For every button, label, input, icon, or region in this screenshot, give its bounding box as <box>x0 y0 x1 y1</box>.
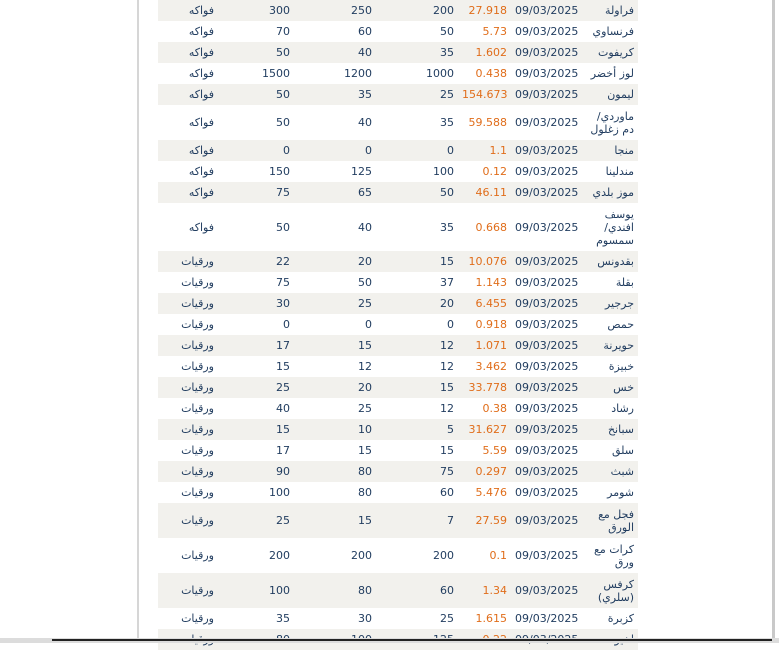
cell-name: شبث <box>583 461 638 482</box>
cell-cat: ورقيات <box>158 377 218 398</box>
cell-min: 50 <box>376 182 458 203</box>
cell-name: كزبرة <box>583 608 638 629</box>
cell-avg: 15 <box>294 440 376 461</box>
cell-min: 200 <box>376 538 458 573</box>
cell-price: 5.59 <box>458 440 511 461</box>
cell-avg: 250 <box>294 0 376 21</box>
cell-name: بقلة <box>583 272 638 293</box>
cell-date: 09/03/2025 <box>511 203 583 251</box>
cell-avg: 40 <box>294 203 376 251</box>
cell-max: 0 <box>218 314 294 335</box>
table-row <box>158 21 638 42</box>
cell-name: حويرنة <box>583 335 638 356</box>
cell-price: 154.673 <box>458 84 511 105</box>
cell-date: 09/03/2025 <box>511 140 583 161</box>
cell-avg: 30 <box>294 608 376 629</box>
cell-price: 10.076 <box>458 251 511 272</box>
cell-cat: فواكه <box>158 140 218 161</box>
cell-date: 09/03/2025 <box>511 440 583 461</box>
cell-max: 75 <box>218 182 294 203</box>
cell-date: 09/03/2025 <box>511 608 583 629</box>
cell-avg: 200 <box>294 538 376 573</box>
cell-avg: 12 <box>294 356 376 377</box>
cell-name: فرنساوي <box>583 21 638 42</box>
cell-name: منجا <box>583 140 638 161</box>
cell-name: شومر <box>583 482 638 503</box>
cell-cat: ورقيات <box>158 482 218 503</box>
cell-avg: 20 <box>294 251 376 272</box>
cell-min: 100 <box>376 161 458 182</box>
cell-date: 09/03/2025 <box>511 356 583 377</box>
content-frame-left-border <box>137 0 139 643</box>
cell-max: 50 <box>218 203 294 251</box>
cell-name: مندلينا <box>583 161 638 182</box>
cell-min: 37 <box>376 272 458 293</box>
cell-max: 30 <box>218 293 294 314</box>
cell-avg: 80 <box>294 482 376 503</box>
cell-avg: 65 <box>294 182 376 203</box>
cell-date: 09/03/2025 <box>511 272 583 293</box>
bottom-scrollbar-thumb[interactable] <box>52 639 772 641</box>
table-row <box>158 63 638 84</box>
table-row <box>158 608 638 629</box>
cell-date: 09/03/2025 <box>511 314 583 335</box>
cell-price: 5.476 <box>458 482 511 503</box>
cell-cat: فواكه <box>158 42 218 63</box>
cell-price: 1.143 <box>458 272 511 293</box>
cell-max: 35 <box>218 608 294 629</box>
cell-name: كريفوت <box>583 42 638 63</box>
cell-avg: 50 <box>294 272 376 293</box>
cell-min: 60 <box>376 573 458 608</box>
cell-min: 50 <box>376 21 458 42</box>
cell-max: 15 <box>218 356 294 377</box>
cell-cat: ورقيات <box>158 398 218 419</box>
cell-date: 09/03/2025 <box>511 335 583 356</box>
cell-cat: ورقيات <box>158 335 218 356</box>
cell-avg: 1200 <box>294 63 376 84</box>
cell-cat: فواكه <box>158 203 218 251</box>
price-table-container[interactable] <box>158 0 634 643</box>
cell-price: 1.615 <box>458 608 511 629</box>
cell-name: بقدونس <box>583 251 638 272</box>
cell-min: 20 <box>376 293 458 314</box>
cell-price: 1.34 <box>458 573 511 608</box>
cell-min: 35 <box>376 42 458 63</box>
cell-max: 22 <box>218 251 294 272</box>
cell-name: خس <box>583 377 638 398</box>
cell-name: سلق <box>583 440 638 461</box>
table-row <box>158 105 638 140</box>
cell-cat: ورقيات <box>158 538 218 573</box>
cell-name: حمص <box>583 314 638 335</box>
cell-min: 200 <box>376 0 458 21</box>
cell-cat: ورقيات <box>158 573 218 608</box>
cell-avg: 60 <box>294 21 376 42</box>
table-row <box>158 251 638 272</box>
table-row <box>158 140 638 161</box>
cell-min: 15 <box>376 251 458 272</box>
cell-date: 09/03/2025 <box>511 538 583 573</box>
cell-min: 0 <box>376 140 458 161</box>
table-row <box>158 461 638 482</box>
cell-date: 09/03/2025 <box>511 503 583 538</box>
cell-max: 90 <box>218 461 294 482</box>
cell-cat: ورقيات <box>158 293 218 314</box>
cell-cat: ورقيات <box>158 461 218 482</box>
cell-price: 31.627 <box>458 419 511 440</box>
cell-max: 17 <box>218 335 294 356</box>
cell-max: 70 <box>218 21 294 42</box>
cell-date: 09/03/2025 <box>511 251 583 272</box>
cell-price: 1.1 <box>458 140 511 161</box>
cell-max: 17 <box>218 440 294 461</box>
cell-cat: فواكه <box>158 182 218 203</box>
cell-date: 09/03/2025 <box>511 42 583 63</box>
cell-max: 50 <box>218 84 294 105</box>
window-scroll-edge[interactable] <box>772 0 775 643</box>
cell-cat: فواكه <box>158 84 218 105</box>
cell-max: 200 <box>218 538 294 573</box>
cell-name: ماوردي/دم زغلول <box>583 105 638 140</box>
cell-max: 150 <box>218 161 294 182</box>
cell-price: 0.668 <box>458 203 511 251</box>
table-row <box>158 482 638 503</box>
cell-price: 1.602 <box>458 42 511 63</box>
cell-avg: 125 <box>294 161 376 182</box>
cell-price: 0.12 <box>458 161 511 182</box>
cell-avg: 0 <box>294 140 376 161</box>
cell-date: 09/03/2025 <box>511 377 583 398</box>
cell-min: 7 <box>376 503 458 538</box>
table-row <box>158 84 638 105</box>
cell-cat: فواكه <box>158 161 218 182</box>
price-table <box>158 0 638 650</box>
cell-min: 5 <box>376 419 458 440</box>
cell-max: 0 <box>218 140 294 161</box>
table-row <box>158 335 638 356</box>
cell-cat: ورقيات <box>158 272 218 293</box>
cell-date: 09/03/2025 <box>511 398 583 419</box>
cell-date: 09/03/2025 <box>511 293 583 314</box>
cell-name: فراولة <box>583 0 638 21</box>
cell-date: 09/03/2025 <box>511 161 583 182</box>
cell-price: 27.918 <box>458 0 511 21</box>
cell-avg: 40 <box>294 105 376 140</box>
cell-max: 25 <box>218 503 294 538</box>
cell-min: 35 <box>376 203 458 251</box>
cell-name: يوسف افندي/ سمسوم <box>583 203 638 251</box>
cell-avg: 80 <box>294 461 376 482</box>
cell-avg: 40 <box>294 42 376 63</box>
cell-price: 46.11 <box>458 182 511 203</box>
cell-min: 25 <box>376 84 458 105</box>
table-row <box>158 182 638 203</box>
cell-min: 25 <box>376 608 458 629</box>
cell-cat: ورقيات <box>158 419 218 440</box>
cell-date: 09/03/2025 <box>511 84 583 105</box>
cell-name: فجل مع الورق <box>583 503 638 538</box>
table-row <box>158 503 638 538</box>
cell-avg: 20 <box>294 377 376 398</box>
cell-date: 09/03/2025 <box>511 182 583 203</box>
cell-cat: فواكه <box>158 63 218 84</box>
cell-price: 0.438 <box>458 63 511 84</box>
cell-cat: ورقيات <box>158 314 218 335</box>
cell-min: 12 <box>376 335 458 356</box>
cell-date: 09/03/2025 <box>511 105 583 140</box>
cell-cat: ورقيات <box>158 356 218 377</box>
cell-avg: 25 <box>294 398 376 419</box>
cell-name: جرجير <box>583 293 638 314</box>
cell-price: 0.38 <box>458 398 511 419</box>
cell-max: 50 <box>218 42 294 63</box>
cell-max: 1500 <box>218 63 294 84</box>
table-row <box>158 440 638 461</box>
cell-cat: فواكه <box>158 105 218 140</box>
cell-cat: فواكه <box>158 21 218 42</box>
cell-name: رشاد <box>583 398 638 419</box>
cell-name: كرات مع ورق <box>583 538 638 573</box>
cell-max: 15 <box>218 419 294 440</box>
cell-price: 0.1 <box>458 538 511 573</box>
cell-cat: ورقيات <box>158 251 218 272</box>
cell-avg: 80 <box>294 573 376 608</box>
cell-min: 15 <box>376 440 458 461</box>
cell-date: 09/03/2025 <box>511 63 583 84</box>
table-row <box>158 356 638 377</box>
cell-date: 09/03/2025 <box>511 461 583 482</box>
cell-cat: فواكه <box>158 0 218 21</box>
cell-max: 25 <box>218 377 294 398</box>
cell-max: 100 <box>218 573 294 608</box>
cell-avg: 25 <box>294 293 376 314</box>
cell-name: ليمون <box>583 84 638 105</box>
cell-date: 09/03/2025 <box>511 419 583 440</box>
table-row <box>158 203 638 251</box>
table-row <box>158 377 638 398</box>
cell-date: 09/03/2025 <box>511 573 583 608</box>
table-row <box>158 398 638 419</box>
table-row <box>158 161 638 182</box>
cell-price: 1.071 <box>458 335 511 356</box>
cell-price: 33.778 <box>458 377 511 398</box>
cell-name: لوز أخضر <box>583 63 638 84</box>
cell-avg: 0 <box>294 314 376 335</box>
cell-price: 0.918 <box>458 314 511 335</box>
table-row <box>158 419 638 440</box>
cell-avg: 15 <box>294 335 376 356</box>
cell-cat: ورقيات <box>158 608 218 629</box>
cell-name: سبانخ <box>583 419 638 440</box>
cell-min: 15 <box>376 377 458 398</box>
cell-date: 09/03/2025 <box>511 21 583 42</box>
price-table-body <box>158 0 638 650</box>
cell-max: 40 <box>218 398 294 419</box>
cell-min: 12 <box>376 398 458 419</box>
cell-price: 27.59 <box>458 503 511 538</box>
cell-min: 75 <box>376 461 458 482</box>
table-row <box>158 293 638 314</box>
table-row <box>158 573 638 608</box>
cell-max: 75 <box>218 272 294 293</box>
cell-max: 50 <box>218 105 294 140</box>
cell-name: كرفس (سلري) <box>583 573 638 608</box>
cell-min: 60 <box>376 482 458 503</box>
cell-min: 1000 <box>376 63 458 84</box>
cell-avg: 15 <box>294 503 376 538</box>
table-row <box>158 272 638 293</box>
table-row <box>158 0 638 21</box>
cell-name: موز بلدي <box>583 182 638 203</box>
cell-max: 300 <box>218 0 294 21</box>
table-row <box>158 42 638 63</box>
cell-max: 100 <box>218 482 294 503</box>
table-row <box>158 314 638 335</box>
cell-date: 09/03/2025 <box>511 0 583 21</box>
table-row <box>158 538 638 573</box>
cell-cat: ورقيات <box>158 503 218 538</box>
cell-min: 35 <box>376 105 458 140</box>
cell-price: 6.455 <box>458 293 511 314</box>
cell-price: 0.297 <box>458 461 511 482</box>
cell-date: 09/03/2025 <box>511 482 583 503</box>
cell-price: 59.588 <box>458 105 511 140</box>
cell-cat: ورقيات <box>158 440 218 461</box>
cell-avg: 10 <box>294 419 376 440</box>
cell-min: 12 <box>376 356 458 377</box>
cell-avg: 35 <box>294 84 376 105</box>
cell-price: 5.73 <box>458 21 511 42</box>
cell-min: 0 <box>376 314 458 335</box>
cell-name: خبيزة <box>583 356 638 377</box>
cell-price: 3.462 <box>458 356 511 377</box>
